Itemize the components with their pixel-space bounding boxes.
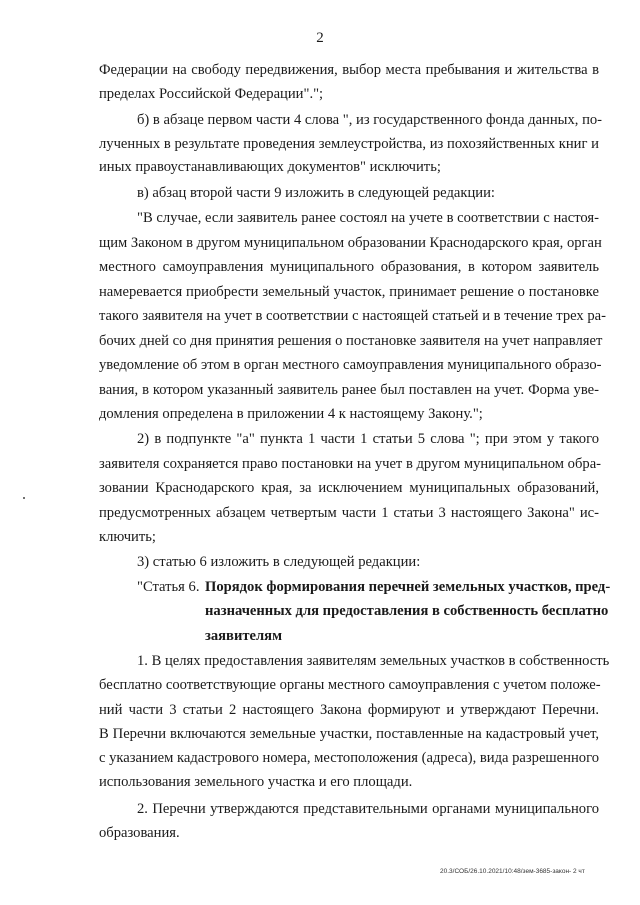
text-line: образования. <box>99 825 180 841</box>
text-line: бочих дней со дня принятия решения о постановке заявителя на учет направляет <box>99 333 603 349</box>
article-heading-line: заявителям <box>205 628 283 644</box>
text-line: заявителя сохраняется право постановки на учет в другом муниципальном обра- <box>99 456 602 472</box>
text-line: 3) статью 6 изложить в следующей редакции: <box>137 554 421 570</box>
text-line: местного самоуправления муниципального образования, в котором заявитель <box>99 259 599 275</box>
page-number: 2 <box>316 30 324 46</box>
text-line: щим Законом в другом муниципальном образовании Краснодарского края, орган <box>99 235 602 251</box>
text-line: в) абзац второй части 9 изложить в следующей редакции: <box>137 185 495 201</box>
text-line: уведомление об этом в орган местного самоуправления муниципального образо- <box>99 357 602 373</box>
text-line: такого заявителя на учет в соответствии с настоящей статьей и в течение трех ра- <box>99 308 606 324</box>
text-line: бесплатно соответствующие органы местного самоуправления с учетом положе- <box>99 677 601 693</box>
text-line: предусмотренных абзацем четвертым части 1 статьи 3 настоящего Закона" ис- <box>99 505 599 521</box>
text-line: В Перечни включаются земельные участки, поставленные на кадастровый учет, <box>99 726 599 742</box>
text-line: вания, в котором указанный заявитель ранее был поставлен на учет. Форма уве- <box>99 382 599 398</box>
text-line: иных правоустанавливающих документов" исключить; <box>99 159 441 175</box>
text-line: 1. В целях предоставления заявителям земельных участков в собственность <box>137 653 610 669</box>
text-line: ключить; <box>99 529 156 545</box>
text-line: намеревается приобрести земельный участок, принимает решение о постановке <box>99 284 599 300</box>
text-line: использования земельного участка и его площади. <box>99 774 413 790</box>
article-heading-line: Порядок формирования перечней земельных участков, пред- <box>205 579 611 595</box>
text-line: Федерации на свободу передвижения, выбор места пребывания и жительства в <box>99 62 599 78</box>
text-line: 2) в подпункте "а" пункта 1 части 1 статьи 5 слова "; при этом у такого <box>137 431 599 447</box>
scan-dot-mark <box>23 497 25 499</box>
text-line: лученных в результате проведения землеустройства, из похозяйственных книг и <box>99 136 599 152</box>
text-line: с указанием кадастрового номера, местоположения (адреса), вида разрешенного <box>99 750 599 766</box>
text-line: "В случае, если заявитель ранее состоял на учете в соответствии с настоя- <box>137 210 599 226</box>
article-heading-line: назначенных для предоставления в собственность бесплатно <box>205 603 609 619</box>
text-line: зовании Краснодарского края, за исключением муниципальных образований, <box>99 480 599 496</box>
article-label: "Статья 6. <box>137 579 200 595</box>
text-line: 2. Перечни утверждаются представительными органами муниципального <box>137 801 599 817</box>
text-line: пределах Российской Федерации"."; <box>99 86 324 102</box>
text-line: б) в абзаце первом части 4 слова ", из государственного фонда данных, по- <box>137 112 603 128</box>
text-line: домления определена в приложении 4 к настоящему Закону."; <box>99 406 483 422</box>
text-line: ний части 3 статьи 2 настоящего Закона формируют и утверждают Перечни. <box>99 702 599 718</box>
footer-document-code: 20.3/СОБ/26.10.2021/10:48/зем-3685-закон- 2 чт <box>440 868 585 875</box>
